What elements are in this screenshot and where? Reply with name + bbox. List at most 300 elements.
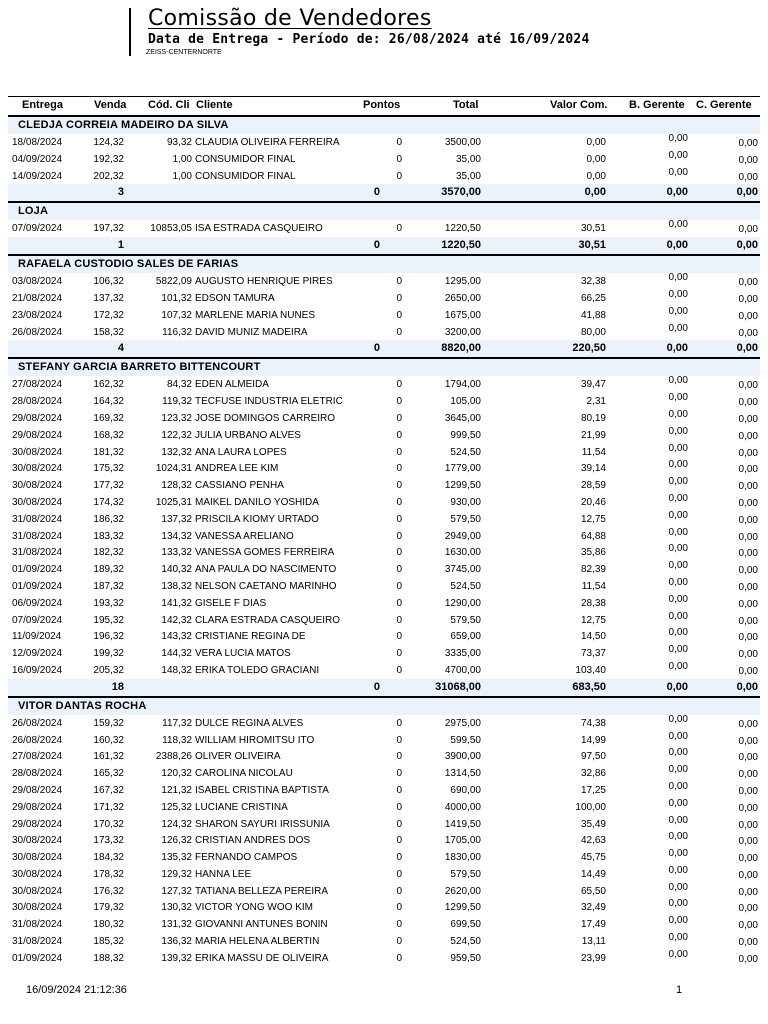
cell-cliente: CONSUMIDOR FINAL: [195, 153, 296, 165]
cell-cod-cli: 135,32: [161, 852, 192, 864]
cell-cod-cli: 134,32: [161, 530, 192, 542]
cell-c-gerente: 0,00: [738, 836, 758, 848]
cell-c-gerente: 0,00: [738, 327, 758, 339]
footer-page-number: 1: [676, 984, 683, 996]
cell-cod-cli: 143,32: [161, 631, 192, 643]
cell-cliente: AUGUSTO HENRIQUE PIRES: [195, 276, 333, 288]
cell-c-gerente: 0,00: [738, 154, 758, 166]
cell-valor-com: 21,99: [580, 429, 606, 441]
cell-cliente: ISABEL CRISTINA BAPTISTA: [195, 784, 329, 796]
cell-total: 1295,00: [444, 276, 481, 288]
cell-pontos: 0: [396, 170, 402, 182]
cell-b-gerente: 0,00: [668, 780, 688, 792]
cell-pontos: 0: [396, 902, 402, 914]
cell-cod-cli: 131,32: [161, 919, 192, 931]
cell-total: 1794,00: [444, 379, 481, 391]
cell-venda: 175,32: [93, 463, 124, 475]
group-name-row: [8, 117, 760, 134]
cell-c-gerente: 0,00: [738, 802, 758, 814]
cell-entrega: 30/08/2024: [12, 852, 63, 864]
cell-pontos: 0: [396, 614, 402, 626]
cell-cod-cli: 2388,26: [155, 751, 192, 763]
cell-valor-com: 32,49: [580, 902, 606, 914]
table-row: [8, 393, 760, 410]
cell-venda: 181,32: [93, 446, 124, 458]
cell-pontos: 0: [396, 631, 402, 643]
header-rule: [8, 96, 760, 97]
cell-entrega: 28/08/2024: [12, 396, 63, 408]
cell-total: 1220,50: [444, 223, 481, 235]
cell-venda: 171,32: [93, 801, 124, 813]
total-amount: 3570,00: [441, 186, 481, 199]
cell-total: 690,00: [450, 784, 481, 796]
cell-cod-cli: 10853,05: [150, 223, 192, 235]
cell-entrega: 29/08/2024: [12, 784, 63, 796]
report-subtitle: Data de Entrega - Período de: 26/08/2024 até 16/09/2024: [148, 32, 590, 47]
cell-venda: 195,32: [93, 614, 124, 626]
table-row: [8, 477, 760, 494]
cell-entrega: 07/09/2024: [12, 614, 63, 626]
cell-pontos: 0: [396, 446, 402, 458]
cell-valor-com: 64,88: [580, 530, 606, 542]
cell-total: 579,50: [450, 513, 481, 525]
cell-entrega: 01/09/2024: [12, 564, 63, 576]
cell-b-gerente: 0,00: [668, 459, 688, 471]
cell-total: 524,50: [450, 936, 481, 948]
cell-cod-cli: 126,32: [161, 835, 192, 847]
cell-cliente: TATIANA BELLEZA PEREIRA: [195, 885, 329, 897]
cell-cod-cli: 1,00: [172, 170, 192, 182]
cell-venda: 179,32: [93, 902, 124, 914]
table-row: [8, 578, 760, 595]
table-row: [8, 460, 760, 477]
cell-b-gerente: 0,00: [668, 730, 688, 742]
table-row: [8, 561, 760, 578]
cell-cliente: GISELE F DIAS: [195, 597, 267, 609]
cell-cliente: OLIVER OLIVEIRA: [195, 751, 281, 763]
cell-c-gerente: 0,00: [738, 397, 758, 409]
cell-valor-com: 13,11: [581, 936, 606, 948]
cell-valor-com: 0,00: [586, 137, 606, 148]
cell-valor-com: 14,49: [580, 868, 606, 880]
cell-entrega: 01/09/2024: [12, 952, 63, 964]
table-row: [8, 816, 760, 833]
cell-entrega: 30/08/2024: [12, 885, 63, 897]
cell-venda: 160,32: [93, 734, 124, 746]
cell-entrega: 31/08/2024: [12, 513, 63, 525]
table-row: [8, 883, 760, 900]
cell-valor-com: 0,00: [586, 153, 606, 165]
cell-b-gerente: 0,00: [668, 492, 688, 504]
cell-valor-com: 11,54: [581, 580, 606, 592]
cell-c-gerente: 0,00: [738, 138, 758, 149]
cell-pontos: 0: [396, 326, 402, 338]
table-row: [8, 899, 760, 916]
cell-cod-cli: 84,32: [166, 379, 192, 391]
cell-pontos: 0: [396, 717, 402, 729]
cell-entrega: 29/08/2024: [12, 801, 63, 813]
cell-cliente: EDSON TAMURA: [195, 292, 275, 304]
cell-b-gerente: 0,00: [668, 713, 688, 725]
total-count: 3: [117, 186, 124, 199]
total-pontos: 0: [373, 186, 380, 199]
cell-cliente: JULIA URBANO ALVES: [195, 429, 301, 441]
cell-cliente: CAROLINA NICOLAU: [195, 768, 293, 780]
cell-cod-cli: 142,32: [161, 614, 192, 626]
cell-total: 2620,00: [444, 885, 481, 897]
table-row: [8, 715, 760, 732]
cell-b-gerente: 0,00: [668, 425, 688, 437]
cell-entrega: 27/08/2024: [12, 379, 63, 391]
cell-b-gerente: 0,00: [668, 543, 688, 555]
cell-b-gerente: 0,00: [668, 848, 688, 860]
cell-venda: 180,32: [93, 919, 124, 931]
cell-b-gerente: 0,00: [668, 644, 688, 656]
total-pontos: 0: [373, 342, 380, 355]
cell-pontos: 0: [396, 513, 402, 525]
cell-venda: 189,32: [93, 564, 124, 576]
cell-c-gerente: 0,00: [738, 615, 758, 627]
cell-cliente: ANA LAURA LOPES: [195, 446, 287, 458]
table-row: [8, 950, 760, 967]
cell-cliente: JOSE DOMINGOS CARREIRO: [195, 412, 336, 424]
cell-c-gerente: 0,00: [738, 531, 758, 543]
cell-total: 1314,50: [444, 768, 481, 780]
table-row: [8, 307, 760, 324]
cell-c-gerente: 0,00: [738, 903, 758, 915]
cell-entrega: 30/08/2024: [12, 835, 63, 847]
cell-b-gerente: 0,00: [668, 509, 688, 521]
cell-cliente: TECFUSE INDUSTRIA ELETRIC: [195, 396, 343, 408]
table-row: [8, 273, 760, 290]
cell-b-gerente: 0,00: [668, 814, 688, 826]
table-row: [8, 595, 760, 612]
cell-pontos: 0: [396, 396, 402, 408]
cell-valor-com: 28,38: [580, 597, 606, 609]
cell-valor-com: 66,25: [580, 292, 606, 304]
salesperson-name: VITOR DANTAS ROCHA: [18, 699, 147, 712]
col-total: Total: [453, 99, 479, 111]
cell-cliente: CRISTIAN ANDRES DOS: [195, 835, 311, 847]
cell-venda: 164,32: [93, 396, 124, 408]
cell-cod-cli: 128,32: [161, 480, 192, 492]
cell-cliente: CONSUMIDOR FINAL: [195, 170, 296, 182]
cell-c-gerente: 0,00: [738, 920, 758, 932]
cell-cod-cli: 117,32: [162, 717, 192, 729]
cell-valor-com: 12,75: [580, 614, 606, 626]
cell-c-gerente: 0,00: [738, 649, 758, 661]
cell-total: 2975,00: [444, 717, 481, 729]
cell-c-gerente: 0,00: [738, 769, 758, 781]
salesperson-name: LOJA: [18, 205, 49, 218]
col-venda: Venda: [94, 99, 127, 111]
cell-pontos: 0: [396, 885, 402, 897]
cell-total: 3200,00: [444, 326, 481, 338]
cell-cod-cli: 1024,31: [155, 463, 192, 475]
group-total-row: [8, 340, 760, 359]
cell-venda: 159,32: [93, 717, 124, 729]
total-b-gerente: 0,00: [666, 342, 688, 355]
report-header: [0, 0, 768, 96]
cell-cod-cli: 123,32: [161, 412, 192, 424]
cell-entrega: 31/08/2024: [12, 547, 63, 559]
cell-entrega: 04/09/2024: [12, 153, 63, 165]
cell-venda: 187,32: [93, 580, 124, 592]
cell-total: 1299,50: [444, 902, 481, 914]
cell-cliente: VERA LUCIA MATOS: [195, 648, 291, 660]
cell-b-gerente: 0,00: [668, 166, 688, 178]
cell-venda: 196,32: [93, 631, 124, 643]
cell-valor-com: 39,47: [580, 379, 606, 391]
cell-cliente: FERNANDO CAMPOS: [195, 852, 298, 864]
cell-venda: 176,32: [93, 885, 124, 897]
cell-pontos: 0: [396, 784, 402, 796]
cell-entrega: 30/08/2024: [12, 463, 63, 475]
cell-venda: 184,32: [93, 852, 124, 864]
cell-entrega: 29/08/2024: [12, 818, 63, 830]
cell-cliente: CLARA ESTRADA CASQUEIRO: [195, 614, 341, 626]
table-row: [8, 410, 760, 427]
cell-valor-com: 35,86: [580, 547, 606, 559]
cell-cod-cli: 1,00: [172, 153, 192, 165]
cell-valor-com: 12,75: [580, 513, 606, 525]
cell-venda: 202,32: [93, 170, 124, 182]
cell-c-gerente: 0,00: [738, 464, 758, 476]
cell-c-gerente: 0,00: [738, 665, 758, 677]
salesperson-name: RAFAELA CUSTODIO SALES DE FARIAS: [18, 258, 239, 271]
cell-c-gerente: 0,00: [738, 735, 758, 747]
cell-pontos: 0: [396, 648, 402, 660]
cell-total: 659,00: [450, 631, 481, 643]
cell-venda: 182,32: [93, 547, 124, 559]
table-row: [8, 376, 760, 393]
cell-c-gerente: 0,00: [738, 224, 758, 236]
table-row: [8, 134, 760, 151]
cell-b-gerente: 0,00: [668, 442, 688, 454]
table-row: [8, 290, 760, 307]
cell-entrega: 18/08/2024: [12, 137, 63, 148]
report-title: Comissão de Vendedores: [148, 6, 432, 31]
cell-valor-com: 14,99: [580, 734, 606, 746]
cell-total: 3645,00: [444, 412, 481, 424]
table-row: [8, 799, 760, 816]
cell-cod-cli: 124,32: [161, 818, 192, 830]
cell-b-gerente: 0,00: [668, 322, 688, 334]
cell-venda: 106,32: [93, 276, 124, 288]
cell-pontos: 0: [396, 801, 402, 813]
col-entrega: Entrega: [22, 99, 63, 111]
cell-c-gerente: 0,00: [738, 853, 758, 865]
cell-cliente: DAVID MUNIZ MADEIRA: [195, 326, 308, 338]
cell-total: 1705,00: [444, 835, 481, 847]
cell-c-gerente: 0,00: [738, 752, 758, 764]
cell-cliente: CASSIANO PENHA: [195, 480, 284, 492]
cell-pontos: 0: [396, 597, 402, 609]
cell-cliente: CRISTIANE REGINA DE: [195, 631, 306, 643]
cell-venda: 193,32: [93, 597, 124, 609]
group-total-row: [8, 237, 760, 256]
cell-cod-cli: 136,32: [161, 936, 192, 948]
table-row: [8, 866, 760, 883]
cell-valor-com: 103,40: [575, 664, 606, 676]
total-count: 1: [117, 239, 124, 252]
table-row: [8, 168, 760, 185]
cell-cliente: EDEN ALMEIDA: [195, 379, 269, 391]
cell-entrega: 26/08/2024: [12, 326, 63, 338]
table-row: [8, 849, 760, 866]
cell-b-gerente: 0,00: [668, 610, 688, 622]
cell-valor-com: 80,00: [580, 326, 606, 338]
cell-pontos: 0: [396, 137, 402, 148]
cell-c-gerente: 0,00: [738, 953, 758, 965]
table-row: [8, 544, 760, 561]
cell-cliente: VANESSA GOMES FERREIRA: [195, 547, 335, 559]
cell-venda: 183,32: [93, 530, 124, 542]
table-row: [8, 494, 760, 511]
cell-b-gerente: 0,00: [668, 288, 688, 300]
cell-c-gerente: 0,00: [738, 447, 758, 459]
total-c-gerente: 0,00: [736, 239, 758, 252]
total-pontos: 0: [373, 680, 380, 693]
cell-cod-cli: 1025,31: [155, 496, 192, 508]
cell-total: 2650,00: [444, 292, 481, 304]
cell-b-gerente: 0,00: [668, 526, 688, 538]
cell-cod-cli: 119,32: [162, 396, 192, 408]
cell-valor-com: 45,75: [580, 852, 606, 864]
cell-pontos: 0: [396, 835, 402, 847]
cell-pontos: 0: [396, 530, 402, 542]
table-row: [8, 151, 760, 168]
cell-total: 1675,00: [444, 309, 481, 321]
cell-venda: 178,32: [93, 868, 124, 880]
col-valor-com: Valor Com.: [550, 99, 608, 111]
cell-pontos: 0: [396, 768, 402, 780]
cell-total: 579,50: [450, 614, 481, 626]
cell-venda: 168,32: [93, 429, 124, 441]
cell-venda: 186,32: [93, 513, 124, 525]
cell-venda: 205,32: [93, 664, 124, 676]
cell-total: 1779,00: [444, 463, 481, 475]
cell-entrega: 12/09/2024: [12, 648, 63, 660]
cell-entrega: 07/09/2024: [12, 223, 63, 235]
cell-cod-cli: 127,32: [161, 885, 192, 897]
table-row: [8, 628, 760, 645]
cell-total: 959,50: [450, 952, 481, 964]
cell-b-gerente: 0,00: [668, 219, 688, 231]
cell-b-gerente: 0,00: [668, 392, 688, 404]
cell-c-gerente: 0,00: [738, 430, 758, 442]
cell-valor-com: 11,54: [581, 446, 606, 458]
cell-total: 35,00: [455, 153, 481, 165]
cell-venda: 158,32: [93, 326, 124, 338]
cell-entrega: 31/08/2024: [12, 919, 63, 931]
cell-pontos: 0: [396, 292, 402, 304]
cell-venda: 170,32: [93, 818, 124, 830]
cell-b-gerente: 0,00: [668, 797, 688, 809]
col-cod-cli: Cód. Cli: [148, 99, 190, 111]
cell-total: 1830,00: [444, 852, 481, 864]
cell-pontos: 0: [396, 936, 402, 948]
cell-valor-com: 20,46: [580, 496, 606, 508]
cell-cod-cli: 132,32: [161, 446, 192, 458]
col-pontos: Pontos: [363, 99, 401, 111]
cell-valor-com: 14,50: [580, 631, 606, 643]
cell-b-gerente: 0,00: [668, 932, 688, 944]
cell-entrega: 01/09/2024: [12, 580, 63, 592]
cell-b-gerente: 0,00: [668, 747, 688, 759]
cell-total: 2949,00: [444, 530, 481, 542]
cell-venda: 167,32: [93, 784, 124, 796]
cell-entrega: 28/08/2024: [12, 768, 63, 780]
cell-cliente: ANDREA LEE KIM: [195, 463, 279, 475]
col-b-gerente: B. Gerente: [629, 99, 685, 111]
col-cliente: Cliente: [196, 99, 233, 111]
cell-venda: 124,32: [93, 137, 124, 148]
cell-b-gerente: 0,00: [668, 576, 688, 588]
cell-venda: 169,32: [93, 412, 124, 424]
table-row: [8, 324, 760, 341]
cell-entrega: 30/08/2024: [12, 496, 63, 508]
cell-cliente: ISA ESTRADA CASQUEIRO: [195, 223, 323, 235]
table-row: [8, 528, 760, 545]
cell-pontos: 0: [396, 547, 402, 559]
header-divider: [129, 8, 131, 56]
cell-b-gerente: 0,00: [668, 831, 688, 843]
cell-cod-cli: 118,32: [162, 734, 192, 746]
cell-total: 3900,00: [444, 751, 481, 763]
cell-c-gerente: 0,00: [738, 598, 758, 610]
total-c-gerente: 0,00: [736, 342, 758, 355]
total-valor-com: 220,50: [572, 342, 606, 355]
cell-cliente: GIOVANNI ANTUNES BONIN: [195, 919, 328, 931]
cell-entrega: 11/09/2024: [12, 631, 62, 643]
cell-valor-com: 23,99: [580, 952, 606, 964]
cell-c-gerente: 0,00: [738, 869, 758, 881]
cell-cod-cli: 107,32: [161, 309, 192, 321]
cell-valor-com: 28,59: [580, 480, 606, 492]
cell-cod-cli: 116,32: [162, 326, 192, 338]
cell-venda: 173,32: [93, 835, 124, 847]
cell-b-gerente: 0,00: [668, 764, 688, 776]
cell-cod-cli: 93,32: [166, 137, 192, 148]
cell-valor-com: 80,19: [580, 412, 606, 424]
cell-cod-cli: 141,32: [161, 597, 192, 609]
cell-valor-com: 35,49: [580, 818, 606, 830]
cell-c-gerente: 0,00: [738, 171, 758, 183]
total-valor-com: 30,51: [578, 239, 606, 252]
cell-b-gerente: 0,00: [668, 272, 688, 284]
cell-b-gerente: 0,00: [668, 915, 688, 927]
table-row: [8, 916, 760, 933]
total-pontos: 0: [373, 239, 380, 252]
cell-c-gerente: 0,00: [738, 565, 758, 577]
cell-total: 599,50: [450, 734, 481, 746]
group-name-row: [8, 698, 760, 715]
table-row: [8, 732, 760, 749]
cell-c-gerente: 0,00: [738, 819, 758, 831]
cell-entrega: 26/08/2024: [12, 734, 63, 746]
cell-pontos: 0: [396, 480, 402, 492]
cell-c-gerente: 0,00: [738, 581, 758, 593]
cell-cod-cli: 129,32: [161, 868, 192, 880]
cell-cod-cli: 139,32: [161, 952, 192, 964]
cell-cod-cli: 137,32: [161, 513, 192, 525]
cell-cod-cli: 144,32: [161, 648, 192, 660]
cell-pontos: 0: [396, 463, 402, 475]
cell-total: 3745,00: [444, 564, 481, 576]
total-amount: 1220,50: [441, 239, 481, 252]
footer-datetime: 16/09/2024 21:12:36: [26, 984, 127, 996]
